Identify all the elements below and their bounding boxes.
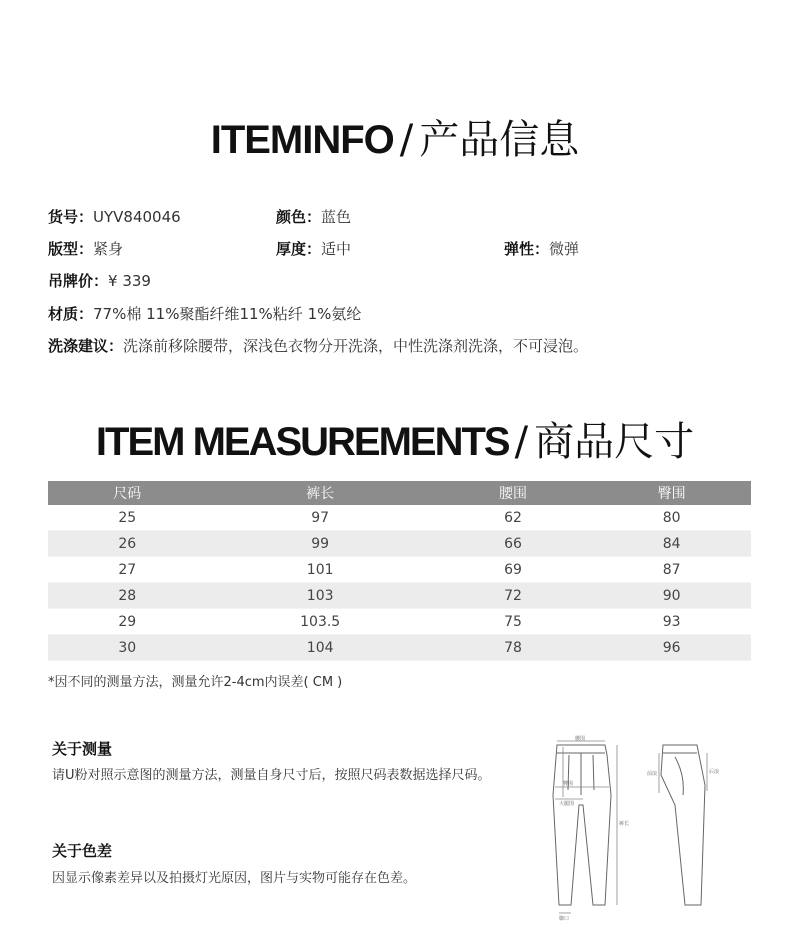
measurements-title-sep: / — [514, 419, 529, 465]
table-cell: 28 — [48, 583, 207, 609]
fit-label: 版型： — [48, 240, 94, 258]
table-cell: 90 — [592, 583, 751, 609]
measurements-title-en: ITEM MEASUREMENTS — [95, 420, 509, 464]
diagram-waist-label: 腰围 — [575, 736, 586, 742]
diagram-hip-label: 臀围 — [563, 781, 574, 787]
table-cell: 66 — [434, 531, 593, 557]
color-label: 颜色： — [276, 208, 322, 226]
size-table — [48, 481, 751, 661]
table-row — [48, 583, 751, 609]
fit-value: 紧身 — [93, 240, 124, 258]
table-cell: 101 — [207, 557, 434, 583]
table-cell: 25 — [48, 505, 207, 531]
table-row — [48, 609, 751, 635]
fit-info — [48, 238, 123, 259]
table-row — [48, 557, 751, 583]
table-row — [48, 505, 751, 531]
diagram-rise-label: 前浪 — [647, 771, 658, 777]
table-cell: 29 — [48, 609, 207, 635]
col-size: 尺码 — [48, 481, 207, 505]
table-cell: 27 — [48, 557, 207, 583]
material-info — [48, 303, 361, 324]
about-measure-title: 关于测量 — [52, 740, 113, 758]
color-info — [276, 206, 351, 227]
measurements-title-cn: 商品尺寸 — [534, 419, 695, 465]
color-value: 蓝色 — [321, 208, 352, 226]
thickness-value: 适中 — [321, 240, 352, 258]
table-cell: 30 — [48, 635, 207, 661]
table-row — [48, 531, 751, 557]
elasticity-value: 微弹 — [549, 240, 580, 258]
table-cell: 75 — [434, 609, 593, 635]
table-cell: 97 — [207, 505, 434, 531]
table-cell: 78 — [434, 635, 593, 661]
diagram-thigh-label: 大腿围 — [559, 801, 575, 807]
col-hip: 臀围 — [592, 481, 751, 505]
elasticity-label: 弹性： — [504, 240, 550, 258]
col-waist: 腰围 — [434, 481, 593, 505]
about-color-title: 关于色差 — [52, 842, 113, 860]
material-label: 材质： — [48, 305, 94, 323]
material-value: 77%棉 11%聚酯纤维11%粘纤 1%氨纶 — [93, 305, 362, 323]
table-row — [48, 635, 751, 661]
about-measure-text: 请U粉对照示意图的测量方法，测量自身尺寸后，按照尺码表数据选择尺码。 — [52, 768, 491, 783]
table-cell: 99 — [207, 531, 434, 557]
item-info-title-cn: 产品信息 — [419, 117, 580, 163]
table-cell: 72 — [434, 583, 593, 609]
diagram-length-label: 裤长 — [619, 821, 630, 827]
measurement-note: *因不同的测量方法，测量允许2-4cm内误差( CM ) — [48, 675, 343, 690]
pants-measurement-diagram — [535, 735, 735, 925]
thickness-info — [276, 238, 351, 259]
item-info-title — [0, 108, 790, 165]
table-cell: 93 — [592, 609, 751, 635]
col-length: 裤长 — [207, 481, 434, 505]
sku-value: UYV840046 — [93, 208, 181, 226]
wash-value: 洗涤前移除腰带，深浅色衣物分开洗涤，中性洗涤剂洗涤，不可浸泡。 — [123, 337, 589, 355]
sku-info — [48, 206, 181, 227]
wash-label: 洗涤建议： — [48, 337, 124, 355]
price-label: 吊牌价： — [48, 272, 109, 290]
table-cell: 80 — [592, 505, 751, 531]
table-cell: 69 — [434, 557, 593, 583]
table-cell: 87 — [592, 557, 751, 583]
diagram-back-rise-label: 后浪 — [709, 769, 720, 775]
table-cell: 103.5 — [207, 609, 434, 635]
table-cell: 26 — [48, 531, 207, 557]
item-info-title-sep: / — [399, 117, 414, 163]
size-table-header — [48, 481, 751, 505]
table-cell: 96 — [592, 635, 751, 661]
price-value: ¥ 339 — [108, 272, 151, 290]
wash-info — [48, 335, 588, 356]
table-cell: 104 — [207, 635, 434, 661]
elasticity-info — [504, 238, 579, 259]
diagram-hem-label: 脚口 — [559, 916, 570, 922]
table-cell: 84 — [592, 531, 751, 557]
about-color-text: 因显示像素差异以及拍摄灯光原因，图片与实物可能存在色差。 — [52, 871, 417, 886]
table-cell: 62 — [434, 505, 593, 531]
price-info — [48, 270, 151, 291]
table-cell: 103 — [207, 583, 434, 609]
measurements-title — [0, 410, 790, 467]
pants-side-icon — [661, 745, 705, 905]
sku-label: 货号： — [48, 208, 94, 226]
thickness-label: 厚度： — [276, 240, 322, 258]
pants-front-icon — [553, 745, 611, 905]
item-info-title-en: ITEMINFO — [210, 118, 394, 162]
